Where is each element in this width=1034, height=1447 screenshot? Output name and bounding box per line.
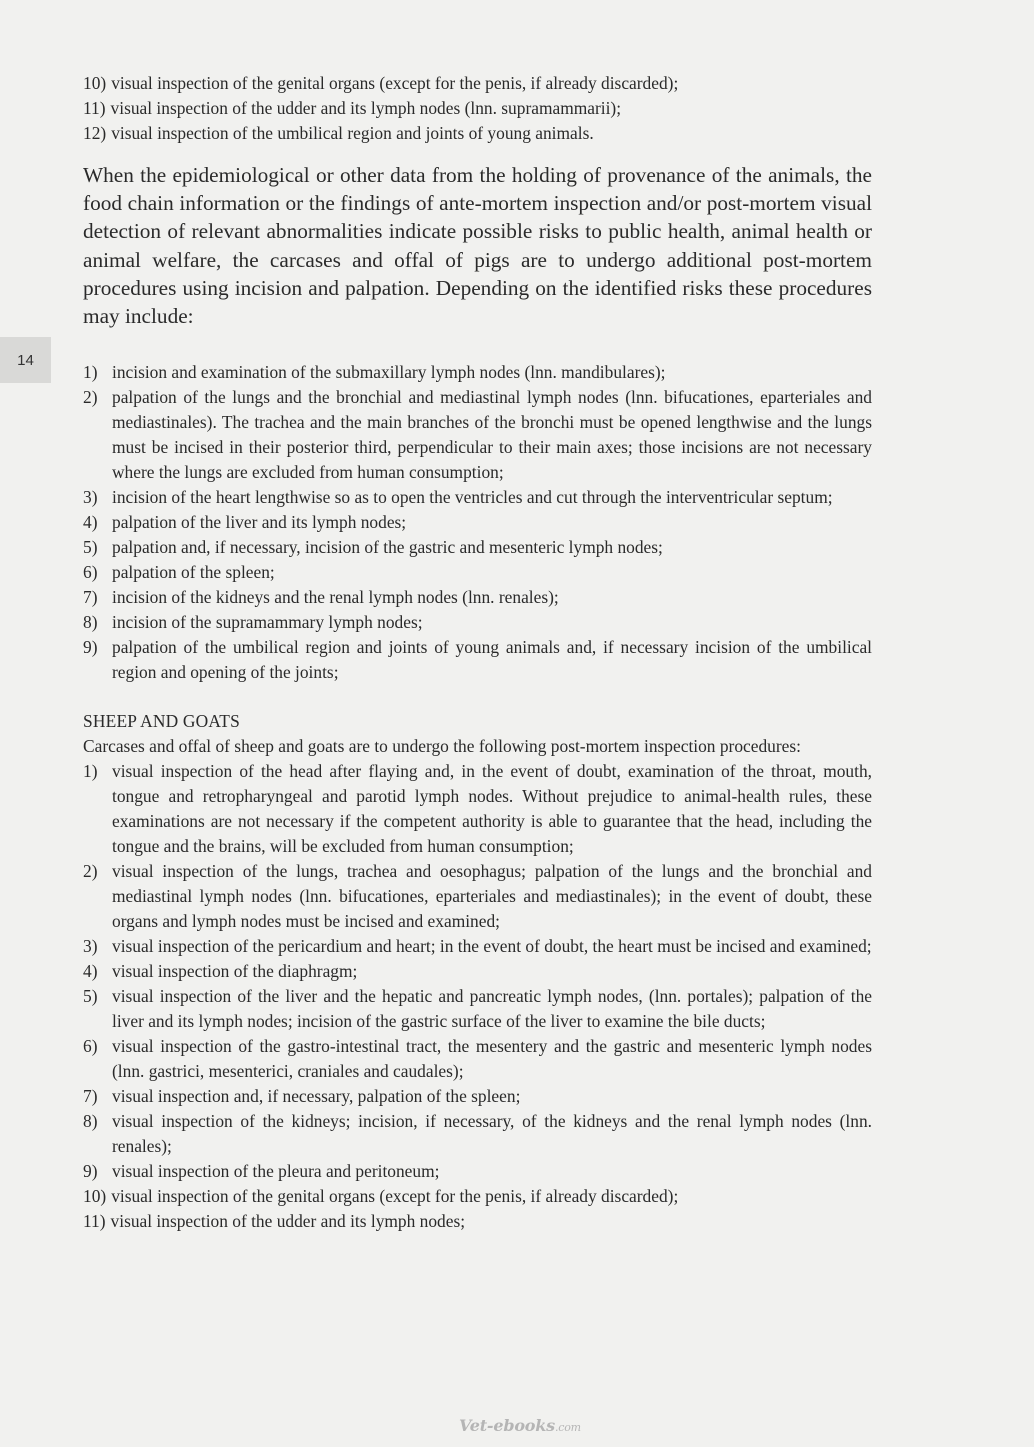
list-item (83, 510, 872, 535)
list-item (83, 96, 872, 121)
page-content (83, 71, 872, 1234)
page-number-tab (0, 337, 51, 383)
footer-watermark-logo (459, 1416, 581, 1435)
list-item (83, 385, 872, 485)
list-item-number: 9) (83, 1161, 98, 1182)
list-item-number: 12) (83, 123, 107, 143)
list-item (83, 1159, 872, 1184)
list-item-number: 3) (83, 936, 98, 957)
list-item (83, 485, 872, 510)
list-item-number: 5) (83, 986, 98, 1007)
list-item-text: visual inspection of the genital organs (except for the penis, if already discarded); (111, 1186, 679, 1207)
list-item-number: 11) (83, 98, 106, 118)
list-item (83, 859, 872, 934)
list-item-text: visual inspection of the pleura and peritoneum; (112, 1161, 440, 1182)
list-item (83, 984, 872, 1034)
list-item (83, 535, 872, 560)
list-item (83, 560, 872, 585)
footer-logo-main: Vet-ebooks (459, 1416, 555, 1435)
list-item (83, 1209, 872, 1234)
page-number: 14 (17, 351, 34, 369)
list-item (83, 121, 872, 146)
list-item-text: palpation of the liver and its lymph nodes; (112, 512, 407, 533)
list-item-number: 8) (83, 1111, 98, 1132)
list-item (83, 1184, 872, 1209)
pig-inspection-list-continued (83, 71, 872, 146)
list-item-text: incision of the supramammary lymph nodes; (112, 612, 423, 633)
section-heading-sheep-goats: SHEEP AND GOATS (83, 711, 240, 732)
list-item-text: visual inspection of the umbilical region and joints of young animals. (111, 123, 594, 143)
list-item-text: visual inspection of the kidneys; incision, if necessary, of the kidneys and the renal lymph nodes (lnn. renales); (112, 1111, 872, 1157)
list-item-number: 8) (83, 612, 98, 633)
list-item-number: 2) (83, 861, 98, 882)
list-item (83, 71, 872, 96)
list-item-text: visual inspection of the diaphragm; (112, 961, 358, 982)
list-item (83, 959, 872, 984)
list-item-number: 10) (83, 1186, 107, 1207)
list-item (83, 610, 872, 635)
list-item-text: palpation of the spleen; (112, 562, 275, 583)
list-item (83, 1034, 872, 1084)
list-item-number: 1) (83, 761, 98, 782)
list-item-number: 7) (83, 587, 98, 608)
list-item-number: 4) (83, 512, 98, 533)
list-item-text: incision of the heart lengthwise so as to open the ventricles and cut through the interventricular septum; (112, 487, 833, 508)
list-item-number: 6) (83, 562, 98, 583)
footer-logo-suffix: .com (554, 1421, 581, 1434)
list-item (83, 1109, 872, 1159)
list-item-text: incision of the kidneys and the renal lymph nodes (lnn. renales); (112, 587, 559, 608)
list-item (83, 934, 872, 959)
list-item-text: visual inspection of the head after flaying and, in the event of doubt, examination of the throat, mouth, tongue and retropharyngeal and parotid lymph nodes. Without prejudice to animal-health rules, these examinations are not necessary if the competent authority is able to guarantee that the head, including the tongue and the brains, will be excluded from human consumption; (112, 761, 872, 857)
list-item-number: 11) (83, 1211, 106, 1232)
list-item-text: palpation of the lungs and the bronchial and mediastinal lymph nodes (lnn. bifucationes, eparteriales and mediastinales). The trachea and the main branches of the bronchi must be opened lengthwise and the lungs must be incised in their posterior third, perpendicular to their main axes; those incisions are not necessary where the lungs are excluded from human consumption; (112, 387, 872, 483)
list-item (83, 360, 872, 385)
list-item-text: visual inspection of the liver and the hepatic and pancreatic lymph nodes, (lnn. portales); palpation of the liver and its lymph nodes; incision of the gastric surface of the liver to examine the bile ducts; (112, 986, 872, 1032)
list-item-text: visual inspection of the genital organs (except for the penis, if already discarded); (111, 73, 679, 93)
list-item-number: 1) (83, 362, 98, 383)
pig-additional-procedures-list (83, 360, 872, 685)
list-item-number: 9) (83, 637, 98, 658)
list-item (83, 585, 872, 610)
list-item-number: 10) (83, 73, 107, 93)
list-item-text: visual inspection of the lungs, trachea and oesophagus; palpation of the lungs and the bronchial and mediastinal lymph nodes (lnn. bifucationes, eparteriales and mediastinales); in the event of doubt, these organs and lymph nodes must be incised and examined; (112, 861, 872, 932)
list-item (83, 1084, 872, 1109)
list-item-number: 7) (83, 1086, 98, 1107)
sheep-goats-lead-text: Carcases and offal of sheep and goats are to undergo the following post-mortem inspection procedures: (83, 736, 801, 757)
list-item-number: 4) (83, 961, 98, 982)
intro-paragraph: When the epidemiological or other data from the holding of provenance of the animals, the food chain information or the findings of ante-mortem inspection and/or post-mortem visual detection of relevant abnormalities indicate possible risks to public health, animal health or animal welfare, the carcases and offal of pigs are to undergo additional post-mortem procedures using incision and palpation. Depending on the identified risks these procedures may include: (83, 163, 872, 329)
list-item-number: 6) (83, 1036, 98, 1057)
list-item-text: visual inspection of the udder and its lymph nodes (lnn. supramammarii); (110, 98, 622, 118)
list-item-text: incision and examination of the submaxillary lymph nodes (lnn. mandibulares); (112, 362, 666, 383)
list-item-text: palpation and, if necessary, incision of the gastric and mesenteric lymph nodes; (112, 537, 663, 558)
sheep-goats-procedures-list (83, 759, 872, 1234)
list-item-text: visual inspection of the pericardium and heart; in the event of doubt, the heart must be incised and examined; (112, 936, 872, 957)
list-item-number: 2) (83, 387, 98, 408)
list-item-text: visual inspection of the udder and its lymph nodes; (110, 1211, 466, 1232)
list-item-number: 3) (83, 487, 98, 508)
list-item-text: palpation of the umbilical region and joints of young animals and, if necessary incision of the umbilical region and opening of the joints; (112, 637, 872, 683)
list-item-text: visual inspection of the gastro-intestinal tract, the mesentery and the gastric and mesenteric lymph nodes (lnn. gastrici, mesenterici, craniales and caudales); (112, 1036, 872, 1082)
list-item (83, 759, 872, 859)
list-item-number: 5) (83, 537, 98, 558)
list-item (83, 635, 872, 685)
list-item-text: visual inspection and, if necessary, palpation of the spleen; (112, 1086, 521, 1107)
